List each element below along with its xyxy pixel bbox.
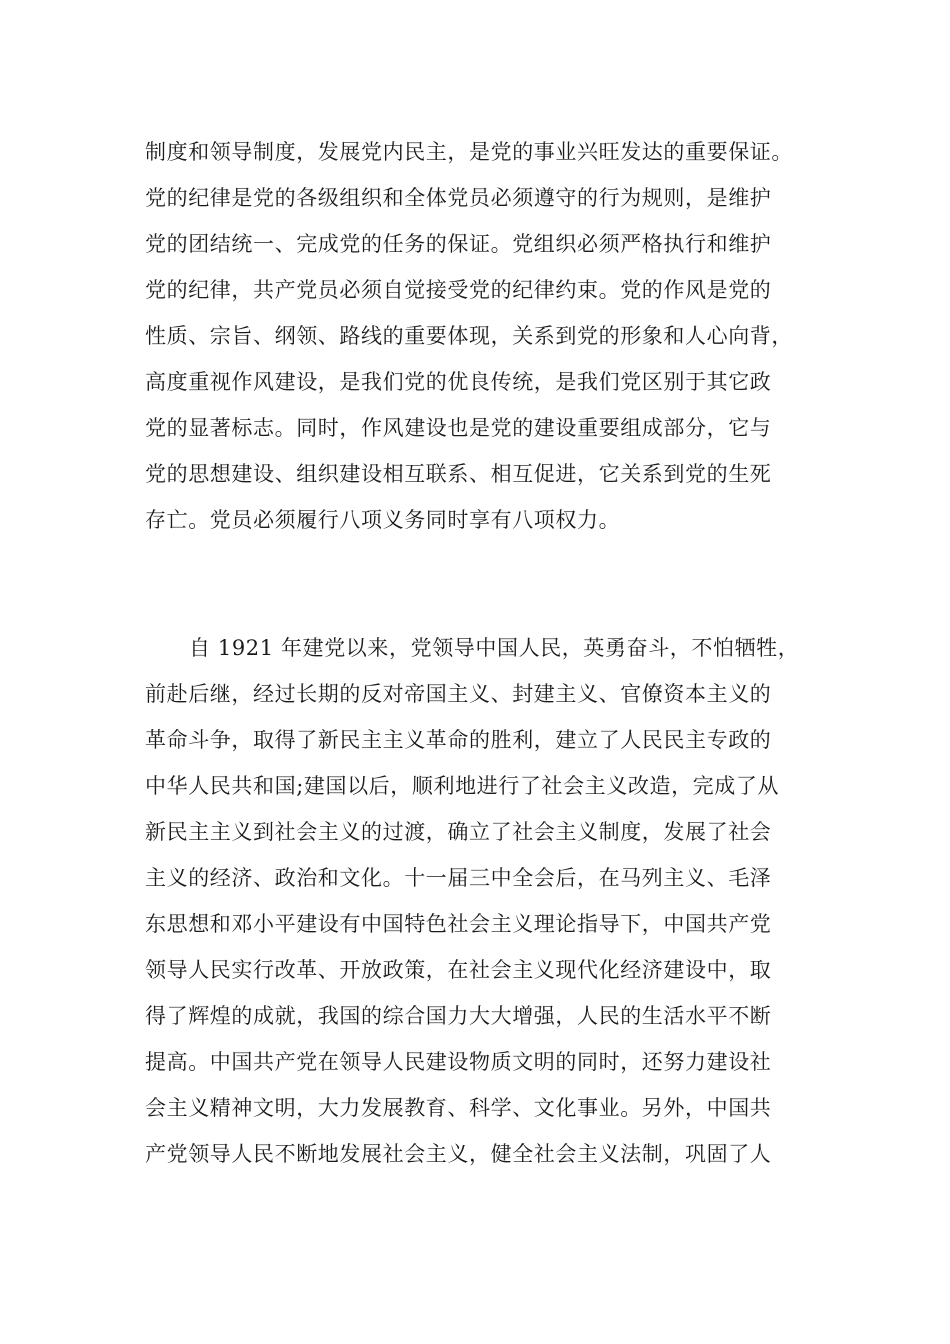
text-line: 领导人民实行改革、开放政策，在社会主义现代化经济建设中，取 — [145, 958, 772, 982]
text-line: 革命斗争，取得了新民主主义革命的胜利，建立了人民民主专政的 — [145, 728, 772, 752]
text-line: 前赴后继，经过长期的反对帝国主义、封建主义、官僚资本主义的 — [145, 682, 772, 706]
text-line: 党的思想建设、组织建设相互联系、相互促进，它关系到党的生死 — [145, 462, 772, 486]
text-line: 东思想和邓小平建设有中国特色社会主义理论指导下，中国共产党 — [145, 912, 772, 936]
text-line: 存亡。党员必须履行八项义务同时享有八项权力。 — [145, 508, 621, 532]
text-line: 性质、宗旨、纲领、路线的重要体现，关系到党的形象和人心向背， — [145, 324, 793, 348]
text-line: 产党领导人民不断地发展社会主义，健全社会主义法制，巩固了人 — [145, 1142, 772, 1166]
text-line: 会主义精神文明，大力发展教育、科学、文化事业。另外，中国共 — [145, 1096, 772, 1120]
text-line: 党的显著标志。同时，作风建设也是党的建设重要组成部分，它与 — [145, 416, 772, 440]
text-line: 党的团结统一、完成党的任务的保证。党组织必须严格执行和维护 — [145, 232, 772, 256]
paragraph-1 — [145, 136, 815, 550]
text-line: 党的纪律是党的各级组织和全体党员必须遵守的行为规则，是维护 — [145, 186, 772, 210]
text-line: 主义的经济、政治和文化。十一届三中全会后，在马列主义、毛泽 — [145, 866, 772, 890]
text-line: 自 1921 年建党以来，党领导中国人民，英勇奋斗，不怕牺牲， — [189, 636, 800, 660]
text-line: 得了辉煌的成就，我国的综合国力大大增强，人民的生活水平不断 — [145, 1004, 772, 1028]
text-line: 提高。中国共产党在领导人民建设物质文明的同时，还努力建设社 — [145, 1050, 772, 1074]
text-line: 高度重视作风建设，是我们党的优良传统，是我们党区别于其它政 — [145, 370, 772, 394]
text-line: 制度和领导制度，发展党内民主，是党的事业兴旺发达的重要保证。 — [145, 140, 793, 164]
paragraph-2 — [145, 632, 815, 1184]
text-line: 新民主主义到社会主义的过渡，确立了社会主义制度，发展了社会 — [145, 820, 772, 844]
text-line: 中华人民共和国;建国以后，顺利地进行了社会主义改造，完成了从 — [145, 774, 780, 798]
text-line: 党的纪律，共产党员必须自觉接受党的纪律约束。党的作风是党的 — [145, 278, 772, 302]
